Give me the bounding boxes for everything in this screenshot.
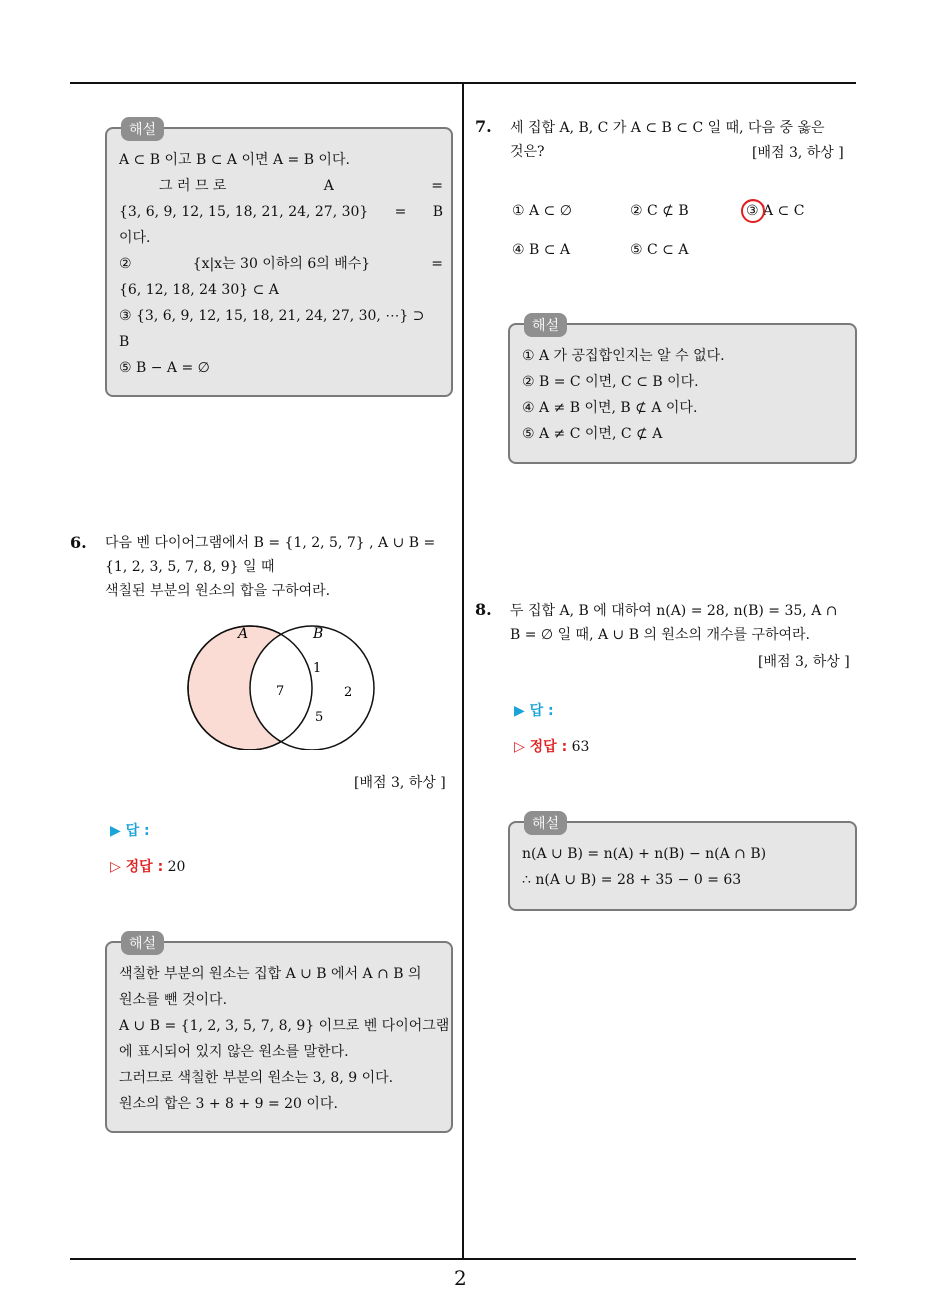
q5-explanation-box — [105, 122, 453, 397]
q5-expl-line: {3, 6, 9, 12, 15, 18, 21, 24, 27, 30} = B — [119, 204, 443, 220]
explanation-tag: 해설 — [524, 313, 567, 337]
q5-expl-line: 그 러 므 로 A = — [159, 178, 443, 194]
venn-element: 7 — [276, 684, 285, 699]
q6-expl-line: 색칠한 부분의 원소는 집합 A ∪ B 에서 A ∩ B 의 — [119, 966, 422, 982]
q7-choice-4[interactable]: ④ B ⊂ A — [512, 242, 571, 258]
q7-number: 7. — [475, 117, 492, 136]
q7-expl-line: ⑤ A ≠ C 이면, C ⊄ A — [522, 426, 663, 442]
venn-element: 1 — [313, 661, 322, 676]
q7-explanation-box — [508, 318, 857, 464]
column-divider — [462, 84, 464, 1260]
q8-expl-line: n(A ∪ B) = n(A) + n(B) − n(A ∩ B) — [522, 846, 767, 862]
q8-text-line: 두 집합 A, B 에 대하여 n(A) = 28, n(B) = 35, A ∩ — [510, 603, 838, 619]
q7-choice-5[interactable]: ⑤ C ⊂ A — [630, 242, 689, 258]
q6-number: 6. — [70, 533, 87, 552]
q6-text-line: 다음 벤 다이어그램에서 B = {1, 2, 5, 7} , A ∪ B = — [105, 535, 436, 551]
q8-score: [배점 3, 하상 ] — [758, 654, 850, 670]
venn-diagram — [180, 620, 380, 750]
q6-expl-line: 그러므로 색칠한 부분의 원소는 3, 8, 9 이다. — [119, 1070, 394, 1086]
q8-text-line: B = ∅ 일 때, A ∪ B 의 원소의 개수를 구하여라. — [510, 627, 811, 643]
q5-expl-line: 이다. — [119, 230, 151, 246]
q6-explanation-box — [105, 936, 453, 1133]
page-number: 2 — [454, 1266, 467, 1290]
q7-choice-3[interactable]: ③ A ⊂ C — [746, 203, 805, 219]
q6-expl-line: 원소를 뺀 것이다. — [119, 992, 228, 1008]
q6-text-line: {1, 2, 3, 5, 7, 8, 9} 일 때 — [105, 559, 275, 575]
q8-expl-line: ∴ n(A ∪ B) = 28 + 35 − 0 = 63 — [522, 872, 742, 888]
q8-correct-label: ▷ 정답 : — [514, 739, 568, 755]
q8-correct — [514, 736, 589, 756]
q6-correct-label: ▷ 정답 : — [110, 859, 164, 875]
explanation-tag: 해설 — [121, 117, 164, 141]
q6-expl-line: 원소의 합은 3 + 8 + 9 = 20 이다. — [119, 1096, 338, 1112]
q8-text — [510, 599, 860, 647]
q6-text-line: 색칠된 부분의 원소의 합을 구하여라. — [105, 583, 331, 599]
q7-text-line: 세 집합 A, B, C 가 A ⊂ B ⊂ C 일 때, 다음 중 옳은 — [510, 120, 825, 136]
q6-expl-line: A ∪ B = {1, 2, 3, 5, 7, 8, 9} 이므로 벤 다이어그램 — [119, 1018, 450, 1034]
venn-element: 5 — [315, 710, 324, 725]
q6-expl-line: 에 표시되어 있지 않은 원소를 말한다. — [119, 1044, 349, 1060]
q5-expl-line: A ⊂ B 이고 B ⊂ A 이면 A = B 이다. — [119, 152, 350, 168]
q6-text — [105, 531, 455, 603]
q6-correct-value: 20 — [167, 859, 186, 875]
bottom-rule — [70, 1258, 856, 1260]
q6-answer-label: ▶ 답 : — [110, 823, 150, 839]
q7-score: [배점 3, 하상 ] — [752, 145, 844, 161]
q5-expl-line: ⑤ B − A = ∅ — [119, 360, 210, 376]
q7-expl-line: ④ A ≠ B 이면, B ⊄ A 이다. — [522, 400, 698, 416]
q6-score: [배점 3, 하상 ] — [354, 775, 446, 791]
explanation-tag: 해설 — [121, 931, 164, 955]
q5-expl-line: B — [119, 334, 130, 350]
venn-label-a: A — [238, 626, 249, 642]
q8-correct-value: 63 — [571, 739, 590, 755]
venn-element: 2 — [344, 685, 353, 700]
q7-choice-2[interactable]: ② C ⊄ B — [630, 203, 689, 219]
q8-number: 8. — [475, 600, 492, 619]
q7-choice-1[interactable]: ① A ⊂ ∅ — [512, 203, 572, 219]
q8-answer-label: ▶ 답 : — [514, 703, 554, 719]
venn-label-b: B — [313, 626, 324, 642]
q7-expl-line: ① A 가 공집합인지는 알 수 없다. — [522, 348, 725, 364]
q8-explanation-box — [508, 816, 857, 911]
selected-answer-circle-icon — [738, 196, 768, 226]
q7-text-line: 것은? — [510, 144, 545, 160]
q5-expl-line: {6, 12, 18, 24 30} ⊂ A — [119, 282, 279, 298]
q7-expl-line: ② B = C 이면, C ⊂ B 이다. — [522, 374, 699, 390]
explanation-tag: 해설 — [524, 811, 567, 835]
q5-expl-line: ③ {3, 6, 9, 12, 15, 18, 21, 24, 27, 30, ⋯} ⊃ — [119, 308, 425, 324]
q6-correct — [110, 856, 185, 876]
q5-expl-line: ② {x|x는 30 이하의 6의 배수} = — [119, 256, 443, 272]
